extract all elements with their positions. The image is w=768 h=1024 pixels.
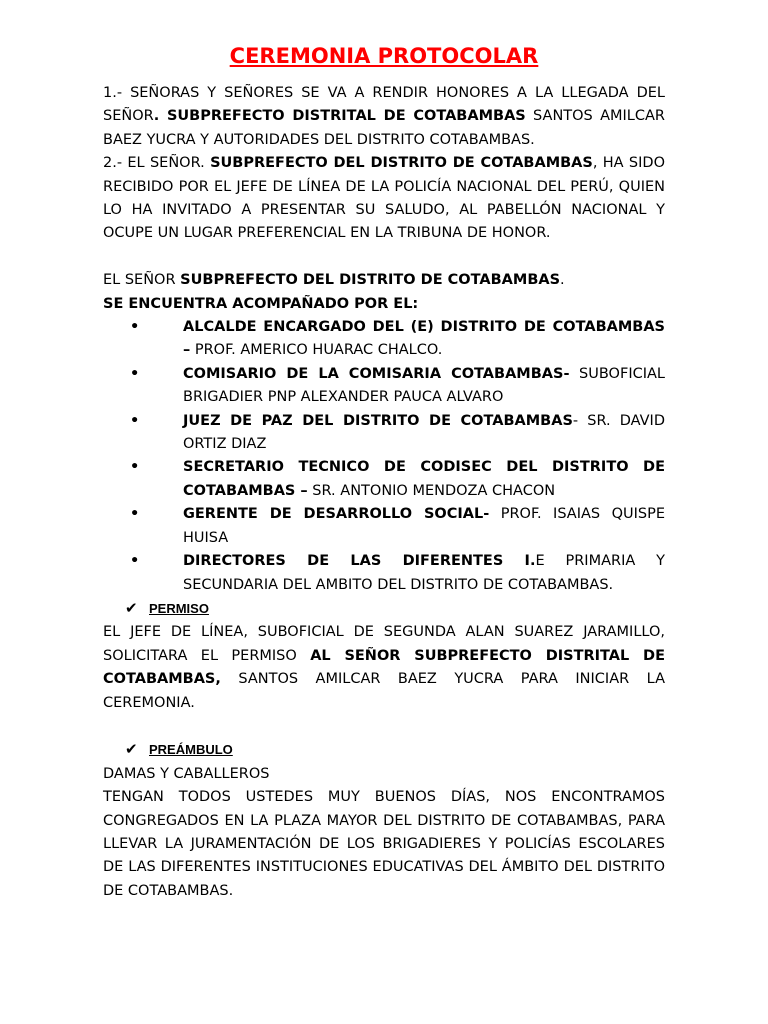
paragraph-4-bold: SE ENCUENTRA ACOMPAÑADO POR EL: xyxy=(103,295,419,312)
list-item-text: - SR. DAVID ORTIZ DIAZ xyxy=(183,412,665,453)
preambulo-line-1: DAMAS Y CABALLEROS xyxy=(103,765,270,782)
paragraph-1-text-c: SANTOS AMILCAR BAEZ YUCRA Y AUTORIDADES DEL DISTRITO COTABAMBAS. xyxy=(103,108,665,148)
paragraph-3-bold: SUBPREFECTO DEL DISTRITO DE COTABAMBAS xyxy=(180,272,561,289)
paragraph-1-text-a: 1.- SEÑORAS Y SEÑORES SE VA A RENDIR HONORES A LA LLEGADA DEL SEÑOR xyxy=(103,85,665,125)
bullet-icon: • xyxy=(130,553,140,570)
paragraph-2-text-c: , HA SIDO RECIBIDO POR EL JEFE DE LÍNEA DE LA POLICÍA NACIONAL DEL PERÚ, QUIEN LO HA INVITADO A PRESENTAR SU SALUDO, AL PABELLÓN NACIONAL Y OCUPE UN LUGAR PREFERENCIAL EN LA TRIBUNA DE HONOR. xyxy=(103,155,665,242)
list-item xyxy=(103,550,665,597)
preambulo-paragraph: TENGAN TODOS USTEDES MUY BUENOS DÍAS, NOS ENCONTRAMOS CONGREGADOS EN LA PLAZA MAYOR DEL DISTRITO DE COTABAMBAS, PARA LLEVAR LA JURAMENTACIÓN DE LOS BRIGADIERES Y POLICÍAS ESCOLARES DE LAS DIFERENTES INSTITUCIONES EDUCATIVAS DEL ÁMBITO DEL DISTRITO DE COTABAMBAS. xyxy=(103,789,665,899)
paragraph-3-text-c: . xyxy=(560,272,565,289)
list-item-text: PROF. AMERICO HUARAC CHALCO. xyxy=(190,342,443,359)
list-item-bold: GERENTE DE DESARROLLO SOCIAL- xyxy=(183,506,490,523)
paragraph-1-bold: . SUBPREFECTO DISTRITAL DE COTABAMBAS xyxy=(153,108,526,125)
list-item-bold: JUEZ DE PAZ DEL DISTRITO DE COTABAMBAS xyxy=(183,412,573,429)
bullet-icon: • xyxy=(130,365,140,382)
paragraph-3-text-a: EL SEÑOR xyxy=(103,272,181,289)
list-item xyxy=(103,410,665,457)
section-heading-preambulo xyxy=(103,738,665,762)
section-heading-text: PERMISO xyxy=(149,600,209,616)
permiso-bold: AL SEÑOR SUBPREFECTO DISTRITAL DE COTABAMBAS, xyxy=(103,647,665,688)
page-title: CEREMONIA PROTOCOLAR xyxy=(229,44,539,68)
permiso-text-a: EL JEFE DE LÍNEA, SUBOFICIAL DE SEGUNDA ALAN SUAREZ JARAMILLO, SOLICITARA EL PERMISO xyxy=(103,624,665,664)
section-heading-permiso xyxy=(103,597,665,621)
list-item xyxy=(103,503,665,550)
list-item-bold: ALCALDE ENCARGADO DEL (E) DISTRITO DE COTABAMBAS – xyxy=(183,319,665,359)
blank-line xyxy=(103,715,665,738)
paragraph-3 xyxy=(103,269,665,292)
permiso-paragraph xyxy=(103,621,665,715)
paragraph-2-bold: SUBPREFECTO DEL DISTRITO DE COTABAMBAS xyxy=(210,155,593,172)
paragraph-2-text-a: 2.- EL SEÑOR. xyxy=(103,155,211,172)
section-heading-text: PREÁMBULO xyxy=(149,742,233,758)
paragraph-4 xyxy=(103,293,665,316)
checkmark-icon: ✔ xyxy=(125,598,138,617)
bullet-icon: • xyxy=(130,506,140,523)
list-item-text: SUBOFICIAL BRIGADIER PNP ALEXANDER PAUCA ALVARO xyxy=(183,365,665,406)
paragraph-2 xyxy=(103,152,665,246)
bullet-icon: • xyxy=(130,459,140,476)
list-item xyxy=(103,363,665,410)
list-item-text: PROF. ISAIAS QUISPE HUISA xyxy=(183,506,665,546)
bullet-icon: • xyxy=(130,412,140,429)
list-item-text: E PRIMARIA Y SECUNDARIA DEL AMBITO DEL DISTRITO DE COTABAMBAS. xyxy=(183,553,665,593)
list-item-bold: SECRETARIO TECNICO DE CODISEC DEL DISTRITO DE COTABAMBAS – xyxy=(183,459,665,499)
permiso-text-c: SANTOS AMILCAR BAEZ YUCRA PARA INICIAR LA CEREMONIA. xyxy=(103,671,665,711)
blank-line xyxy=(103,246,665,269)
list-item-text: SR. ANTONIO MENDOZA CHACON xyxy=(307,482,556,499)
list-item-bold: DIRECTORES DE LAS DIFERENTES I. xyxy=(183,553,536,570)
list-item xyxy=(103,456,665,503)
list-item xyxy=(103,316,665,363)
bullet-icon: • xyxy=(130,319,140,336)
companions-list xyxy=(103,316,665,597)
paragraph-1 xyxy=(103,82,665,152)
list-item-bold: COMISARIO DE LA COMISARIA COTABAMBAS- xyxy=(183,365,570,382)
checkmark-icon: ✔ xyxy=(125,740,138,759)
